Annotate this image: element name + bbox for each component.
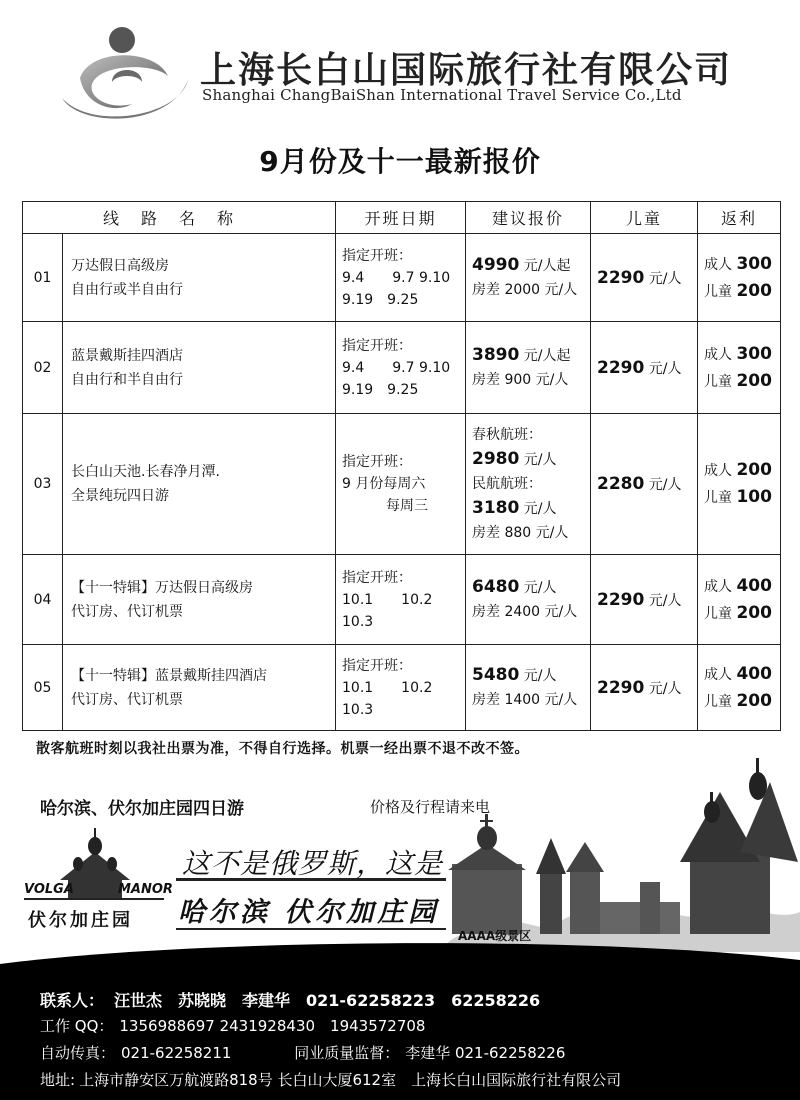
rebate-child-label: 儿童 [704,490,733,506]
rebate-adult-value: 400 [736,575,772,596]
address [40,1069,621,1090]
rebate-adult-label: 成人 [704,578,733,595]
brand-name-cn: 伏尔加庄园 [28,910,133,931]
company-logo-icon [60,18,190,126]
dates-line: 10.1 10.2 [342,591,433,608]
rebate-child-value: 200 [736,690,772,711]
route-line: 代订房、代订机票 [71,603,183,620]
departure-dates [336,234,466,322]
child-price-unit: 元/人 [648,270,682,287]
row-number: 01 [23,234,63,322]
qq-values: 1356988697 2431928430 1943572708 [119,1017,426,1035]
suggested-price [466,645,591,731]
rebate [698,234,781,322]
price-value: 5480 [472,665,520,685]
route-name [63,645,336,731]
dates-line: 指定开班： [342,337,413,354]
fax-value: 021-62258211 [121,1044,232,1062]
header-dates: 开班日期 [336,202,466,234]
page-title: 9月份及十一最新报价 [259,145,541,178]
table-row [23,645,781,731]
child-price [591,414,698,555]
suggested-price [466,555,591,645]
price-unit: 元/人 [523,501,557,517]
route-line: 全景纯玩四日游 [71,488,169,504]
table-row [23,555,781,645]
table-header-row [23,202,781,234]
price-unit: 元/人 [523,668,557,684]
slogan-line-2: 哈尔滨 伏尔加庄园 [178,897,440,928]
rebate [698,555,781,645]
promo-subtitle: 价格及行程请来电 [370,798,491,816]
row-number: 02 [23,322,63,414]
rebate-child-value: 100 [736,487,772,507]
child-price [591,555,698,645]
header-rebate: 返利 [698,202,781,234]
row-number: 03 [23,414,63,555]
rebate-adult-value: 200 [736,460,772,480]
ticket-notice: 散客航班时刻以我社出票为准，不得自行选择。机票一经出票不退不改不签。 [36,741,529,757]
child-price [591,645,698,731]
room-supplement: 房差 900 元/人 [472,372,569,388]
table-row [23,234,781,322]
contact-values: 汪世杰 苏晓晓 李建华 021-62258223 62258226 [114,991,541,1010]
slogan-line-1: 这不是俄罗斯，这是 [182,847,444,880]
child-price-unit: 元/人 [648,592,682,609]
suggested-price [466,234,591,322]
route-name [63,414,336,555]
departure-dates [336,414,466,555]
room-supplement: 房差 2000 元/人 [472,282,578,298]
rebate-adult-value: 400 [736,663,772,684]
route-line: 自由行和半自由行 [71,371,183,388]
price-value: 2980 [472,449,520,469]
room-supplement: 房差 880 元/人 [472,525,569,541]
rebate-adult-value: 300 [736,343,772,364]
price-value: 6480 [472,577,520,597]
route-name [63,322,336,414]
rebate-child-label: 儿童 [704,283,733,300]
price-value: 3180 [472,498,520,518]
price-unit: 元/人 [523,580,557,596]
rebate [698,645,781,731]
child-price-value: 2280 [597,474,645,494]
child-price-value: 2290 [597,267,645,288]
address-label: 地址: [40,1071,76,1089]
route-line: 长白山天池.长春净月潭. [71,464,220,480]
supervise-label: 同业质量监督： [294,1044,400,1062]
row-number: 05 [23,645,63,731]
supervise-value: 李建华 021-62258226 [405,1044,566,1062]
price-unit: 元/人起 [523,258,571,274]
room-supplement: 房差 2400 元/人 [472,604,578,620]
row-number: 04 [23,555,63,645]
route-name [63,555,336,645]
table-row [23,414,781,555]
rebate [698,322,781,414]
rebate-child-label: 儿童 [704,373,733,390]
child-price [591,322,698,414]
contact-people [40,988,540,1011]
price-label-spring-autumn: 春秋航班： [472,427,543,443]
price-label-civil-aviation: 民航航班： [472,476,543,492]
rebate-adult-label: 成人 [704,666,733,683]
price-value: 4990 [472,255,520,275]
brand-manor: MANOR [118,882,173,897]
rebate-child-value: 200 [736,370,772,391]
dates-line: 9.4 9.7 9.10 [342,359,451,376]
brand-volga: VOLGA [24,882,74,897]
child-price-unit: 元/人 [648,680,682,697]
rebate-child-label: 儿童 [704,693,733,710]
dates-line: 9.4 9.7 9.10 [342,269,451,286]
dates-line: 9.19 9.25 [342,381,419,398]
dates-line: 10.3 [342,613,374,630]
child-price-value: 2290 [597,357,645,378]
promo-title: 哈尔滨、伏尔加庄园四日游 [40,799,244,819]
rebate-child-value: 200 [736,602,772,623]
rebate-adult-value: 300 [736,253,772,274]
price-unit: 元/人 [523,452,557,468]
dates-line: 9.19 9.25 [342,291,419,308]
header-child: 儿童 [591,202,698,234]
dates-line: 指定开班： [342,454,413,470]
suggested-price [466,322,591,414]
route-line: 代订房、代订机票 [71,691,183,708]
child-price-unit: 元/人 [648,477,682,493]
rebate-adult-label: 成人 [704,463,733,479]
dates-line: 10.3 [342,701,374,718]
dates-line: 指定开班： [342,247,413,264]
fax-label: 自动传真： [40,1044,116,1062]
dates-line: 指定开班： [342,569,413,586]
route-name [63,234,336,322]
fax-and-supervision [40,1042,565,1063]
header-price: 建议报价 [466,202,591,234]
suggested-price [466,414,591,555]
child-price-value: 2290 [597,677,645,698]
route-line: 【十一特辑】蓝景戴斯挂四酒店 [71,667,267,684]
dates-line: 指定开班： [342,657,413,674]
qq-label: 工作 QQ： [40,1017,114,1035]
child-price-value: 2290 [597,589,645,610]
price-value: 3890 [472,345,520,365]
route-line: 【十一特辑】万达假日高级房 [71,579,253,596]
rebate-child-label: 儿童 [704,605,733,622]
departure-dates [336,322,466,414]
child-price [591,234,698,322]
price-unit: 元/人起 [523,348,571,364]
rebate [698,414,781,555]
departure-dates [336,645,466,731]
dates-line: 9 月份每周六 [342,476,426,492]
room-supplement: 房差 1400 元/人 [472,692,578,708]
route-line: 万达假日高级房 [71,257,169,274]
rebate-adult-label: 成人 [704,346,733,363]
dates-line: 每周三 [386,498,429,514]
price-table [22,201,781,731]
rebate-child-value: 200 [736,280,772,301]
company-name-cn: 上海长白山国际旅行社有限公司 [200,50,733,91]
dates-line: 10.1 10.2 [342,679,433,696]
scenic-rating-badge: AAAA级景区 [458,929,532,943]
contact-label: 联系人： [40,991,105,1010]
route-line: 蓝景戴斯挂四酒店 [71,347,183,364]
table-row [23,322,781,414]
header-route: 线路名称 [23,202,336,234]
route-line: 自由行或半自由行 [71,281,183,298]
rebate-adult-label: 成人 [704,256,733,273]
child-price-unit: 元/人 [648,360,682,377]
letterhead [0,0,800,130]
departure-dates [336,555,466,645]
company-name-en: Shanghai ChangBaiShan International Travel Service Co.,Ltd [202,86,682,104]
address-value: 上海市静安区万航渡路818号 长白山大厦612室 上海长白山国际旅行社有限公司 [79,1071,622,1089]
work-qq [40,1015,425,1036]
